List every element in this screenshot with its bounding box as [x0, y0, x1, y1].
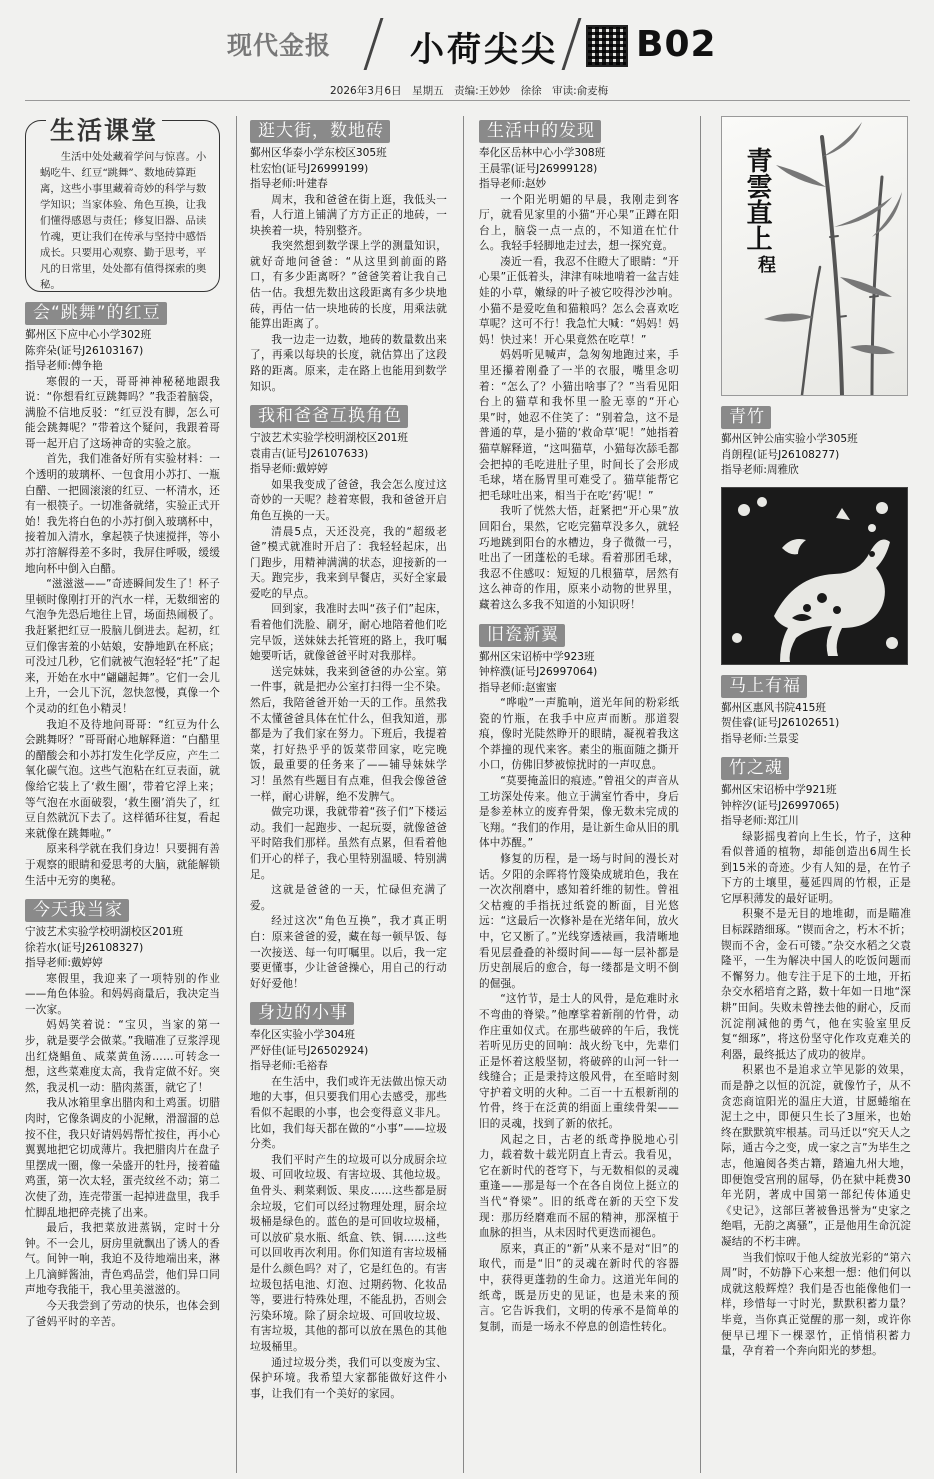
- article-author: 陈弈朵(证号J26103167): [25, 344, 144, 357]
- article-title: 会“跳舞”的红豆: [25, 302, 167, 325]
- article-teacher: 指导老师:傅争艳: [25, 360, 103, 372]
- article-author: 钟梓汐(证号J26997065): [721, 799, 840, 812]
- paragraph: “滋滋滋——”奇迹瞬间发生了！杯子里顿时像刚打开的汽水一样，无数细密的气泡争先恐后地往上冒，场面热闹极了。我赶紧把红豆一股脑儿倒进去。起初，红豆们像害羞的小姑娘，安静地趴在杯底；可没过几秒，它们就被气泡轻轻“托”了起来，开始在水中“翩翩起舞”。它们一会儿上升，一会儿下沉，忽快忽慢，真像一个个灵动的红色小精灵！: [25, 578, 220, 715]
- article-teacher: 指导老师:赵妙: [479, 178, 547, 190]
- article-author: 贺佳睿(证号J26102651): [721, 717, 840, 729]
- qr-code-icon[interactable]: [586, 25, 628, 67]
- article-dancing-beans: [25, 292, 220, 889]
- paragraph: 修复的历程，是一场与时间的漫长对话。夕阳的余晖将竹篾染成琥珀色，我在一次次削磨中，感知着纤维的韧性。曾祖父枯瘦的手指抚过纸瓷的断面，目光悠远：“这最后一次修补是在光绪年间，放火中，它又断了。”光线穿透裱画，我清晰地看见层叠叠的补缀时间——每一层补都是历史剖展后的愈合，每一缕都是文明不倒的倔强。: [479, 852, 679, 990]
- paragraph: 在生活中，我们或许无法做出惊天动地的大事，但只要我们用心去感受，那些看似不起眼的小事，也会变得意义非凡。比如，我们每天都在做的“小事”——垃圾分类。: [250, 1075, 447, 1151]
- article-author: 徐若水(证号J26108327): [25, 941, 144, 954]
- article-teacher: 指导老师:叶建春: [250, 178, 328, 190]
- column-rule: [463, 116, 464, 1473]
- article-author: 袁甫吉(证号J26107633): [250, 447, 369, 460]
- article-teacher: 指导老师:周雅欣: [721, 464, 799, 476]
- article-teacher: 指导老师:赵蜜蜜: [479, 681, 557, 694]
- article-author: 严妤佳(证号J26502924): [250, 1044, 369, 1057]
- calligraphy-signature: 程: [758, 255, 776, 276]
- divider-slash: [562, 18, 582, 70]
- article-title: 我和爸爸互换角色: [250, 405, 408, 428]
- paragraph: 我从冰箱里拿出腊肉和土鸡蛋。切腊肉时，它像条调皮的小泥鳅，滑溜溜的总按不住，我只好请妈妈帮忙按住，再小心翼翼地把它切成薄片。我把腊肉片在盘子里摆成一圈，像一朵盛开的牡丹，接着磕鸡蛋，第一次太轻，蛋壳纹丝不动；第二次使了劲，连壳带蛋一起掉进盘里，我手忙脚乱地把碎壳挑了出来。: [25, 1097, 220, 1219]
- column-4: [721, 116, 911, 1473]
- paragraph: 回到家，我准时去叫“孩子们”起床，看着他们洗脸、刷牙，耐心地陪着他们吃完早饭，送妹妹去托管班的路上，我叮嘱她要听话，就像爸爸平时对我那样。: [250, 603, 447, 663]
- paragraph: 如果我变成了爸爸，我会怎么度过这奇妙的一天呢？趁着寒假，我和爸爸开启角色互换的一天。: [250, 478, 447, 522]
- page-number: B02: [636, 24, 717, 65]
- article-title: 身边的小事: [250, 1002, 354, 1025]
- divider-slash: [364, 18, 384, 70]
- paragraph: “莫要掩盖旧的痕迹。”曾祖父的声音从工坊深处传来。他立于满室竹香中，身后是参差林立的废弃骨架，像无数未完成的飞翔。“我们的作用，是让新生命从旧的肌体中苏醒。”: [479, 775, 679, 850]
- paragraph: 风起之日，古老的纸鸢挣脱地心引力，载着数十载光阴直上青云。我看见，它在新时代的苍穹下，与无数相似的灵魂重逢——那是每一个在各自岗位上挺立的当代“脊梁”。旧的纸鸢在新的天空下发现：那历经磨难而不屈的精神，那深植于血脉的担当，从未因时代更迭而褪色。: [479, 1133, 679, 1240]
- article-teacher: 指导老师:毛裕春: [250, 1060, 328, 1073]
- article-school: 鄞州区宋诏桥中学921班: [721, 784, 837, 796]
- paragraph: 最后，我把菜放进蒸锅，定时十分钟。不一会儿，厨房里就飘出了诱人的香气。间钟一响，我迫不及待地端出来，淋上几滴鲜酱油，青色鸡品尝，他们异口同声地夸我能干，我心里美滋滋的。: [25, 1222, 220, 1297]
- paragraph: 我们平时产生的垃圾可以分成厨余垃圾、可回收垃圾、有害垃圾、其他垃圾。鱼骨头、剩菜剩饭、果皮……这些都是厨余垃圾，它们可以经过物理处理，厨余垃圾桶是绿色的。蓝色的是可回收垃圾桶，可以放矿泉水瓶、纸盒、铁、铜……这些可以回收再次利用。你们知道有害垃圾桶是什么颜色吗？对了，它是红色的。有害垃圾包括电池、灯泡、过期药物、化妆品等，要进行特殊处理，不能乱扔，否则会污染环境。除了厨余垃圾、可回收垃圾、有害垃圾，其他的都可以放在黑色的其他垃圾桶里。: [250, 1153, 447, 1353]
- article-title: 青竹: [721, 406, 771, 429]
- article-old-porcelain: [479, 614, 679, 1336]
- paragraph: 我听了恍然大悟，赶紧把“开心果”放回阳台，果然，它吃完猫草没多久，就轻巧地跳到阳台的水槽边，身子微微一弓，吐出了一团蓬松的毛球。看着那团毛球，我忍不住感叹：短短的几根猫草，居然有这么神奇的作用，原来小动物的世界里，藏着这么多我不知道的小知识呀！: [479, 505, 679, 611]
- paragraph: 这就是爸爸的一天，忙碌但充满了爱。: [250, 884, 447, 912]
- article-title: 竹之魂: [721, 757, 789, 780]
- article-role-swap: [250, 395, 447, 992]
- column-rule: [700, 116, 701, 1473]
- article-today-i-run-home: [25, 889, 220, 1330]
- newspaper-name: 现代金报: [227, 31, 332, 60]
- column-3: [479, 116, 679, 1473]
- article-teacher: 指导老师:戴婷婷: [25, 957, 103, 970]
- horse-papercut: [721, 487, 908, 665]
- article-small-things: [250, 992, 447, 1402]
- article-title: 马上有福: [721, 675, 807, 698]
- paragraph: 凑近一看，我忍不住瞪大了眼睛：“开心果”正低着头，津津有味地啃着一盆吉娃娃的小草，嫩绿的叶子被它咬得沙沙响。小猫不是爱吃鱼和猫粮吗？怎么会喜欢吃草呢？这可不行！我急忙大喊：“妈妈！妈妈！快过来！开心果竟然在吃草！”: [479, 255, 679, 346]
- article-author: 肖朗程(证号J26108277): [721, 448, 840, 461]
- header-rule: [25, 100, 910, 101]
- paragraph: 原来，真正的“新”从来不是对“旧”的取代，而是“旧”的灵魂在新时代的容器中，获得更蓬勃的生命力。这道光年间的纸鸢，既是历史的见证，也是未来的预言。它告诉我们，文明的传承不是简单的复制，而是一场永不停息的创造性转化。: [479, 1242, 679, 1333]
- paragraph: “哗啦”一声脆响，道光年间的粉彩纸瓷的竹瓶，在我手中应声而断。那道裂痕，像时光陡然睁开的眼睛，凝视着我这个莽撞的现代来客。素尘的瓶面随之撕开小口，仿佛旧梦被惊扰时的一声叹息。: [479, 697, 679, 772]
- paragraph: 清晨5点，天还没亮，我的“超级老爸”模式就准时开启了：我轻轻起床，出门跑步，用精神满满的状态，迎接新的一天。跑完步，我来到早餐店，买好全家最爱吃的早点。: [250, 525, 447, 600]
- paragraph: 做完功课，我就带着“孩子们”下楼运动。我们一起跑步、一起玩耍，就像爸爸平时陪我们那样。虽然有点累，但看着他们开心的样子，我心里特别温暖、特别满足。: [250, 806, 447, 881]
- article-teacher: 指导老师:郑江川: [721, 815, 799, 827]
- paragraph: 积聚不是无目的地堆砌，而是瞄准目标踩踏细琢。“锲而舍之，朽木不折；锲而不舍，金石可镂。”杂交水稻之父袁隆平，一生为解决中国人的吃饭问题而不懈努力。他专注于足下的土地，开拓杂交水稻培育之路，数十年如一日地“深耕”田间。失败未曾挫去他的耐心，反而沉淀削减他的勇气，他在实验室里反复“细琢”，将这份坚守化作攻克难关的利器，最终抵达了成功的彼岸。: [721, 908, 911, 1061]
- article-author: 王晨霏(证号J26999128): [479, 162, 598, 175]
- article-school: 鄞州区宋诏桥中学923班: [479, 650, 595, 663]
- article-author: 钟梓濮(证号J26997064): [479, 666, 598, 679]
- article-title: 旧瓷新翼: [479, 624, 565, 647]
- article-school: 奉化区实验小学304班: [250, 1029, 355, 1042]
- paragraph: “这竹节，是士人的风骨，是危难时永不弯曲的脊梁。”他摩挲着新削的竹骨，动作庄重如仪式。在那些破碎的午后，我恍若听见历史的回响：战火纷飞中，先辈们正是怀着这般坚韧，将破碎的山河一针一线缝合；正是秉持这般风骨，在至暗时刻守护着文明的火种。二百一十五根新削的竹骨，终于在泛黄的绢面上重续骨架——旧的灵魂，找到了新的依托。: [479, 993, 679, 1131]
- article-author: 杜宏怡(证号J26999199): [250, 162, 369, 175]
- article-school: 鄞州区钟公庙实验小学305班: [721, 433, 858, 445]
- article-teacher: 指导老师:兰景雯: [721, 732, 799, 745]
- paragraph: 今天我尝到了劳动的快乐，也体会到了爸妈平时的辛苦。: [25, 1300, 220, 1328]
- paragraph: 经过这次“角色互换”，我才真正明白：原来爸爸的爱，藏在每一顿早饭、每一次接送、每一句叮嘱里。以后，我一定要更懂事，少让爸爸操心，用自己的行动好好爱他！: [250, 915, 447, 990]
- paragraph: 通过垃圾分类，我们可以变废为宝、保护环境。我希望大家都能做好这件小事，让我们有一个美好的家园。: [250, 1356, 447, 1400]
- dateline: 2026年3月6日 星期五 责编:王妙妙 徐徐 审读:俞麦梅: [330, 85, 609, 97]
- column-rule: [236, 116, 237, 1473]
- article-school: 鄞州区下应中心小学302班: [25, 329, 152, 341]
- paragraph: 我突然想到数学课上学的测量知识，就好奇地问爸爸：“从这里到前面的路口，有多少距离呀？”爸爸笑着让我自己估一估。我想先数出这段距离有多少块地砖，再估一估一块地砖的长度，用乘法就能算出距离了。: [250, 240, 447, 331]
- paragraph: 原来科学就在我们身边！只要拥有善于观察的眼睛和爱思考的大脑，就能解锁生活中无穷的奥秘。: [25, 843, 220, 887]
- page-header: [0, 0, 934, 97]
- lesson-text: 生活中处处藏着学问与惊喜。小蜗吃牛、红豆“跳舞”、数地砖算距离，这些小事里藏着奇妙的科学与数学知识；当家体验、角色互换，让我们懂得感恩与责任；修复旧器、品读竹魂，更让我们在传承与坚持中感悟成长。只要用心观察、勤于思考，平凡的日常里，处处都有值得探索的奥秘。: [40, 151, 207, 291]
- paragraph: 妈妈听见喊声，急匆匆地跑过来，手里还攥着刚叠了一半的衣服，嘴里念叨着：“怎么了？小猫出啥事了？”当看见阳台上的猫草和我怀里一脸无辜的“开心果”时，她忍不住笑了：“别着急，这不是普通的草，是小猫的‘救命草’呢！”她指着猫草解释道，“这叫猫草，小猫每次舔毛都会把掉的毛吃进肚子里，时间长了会形成毛球，堵在肠胃里可难受了。猫草能帮它把毛球吐出来，相当于在吃‘药’呢！”: [479, 349, 679, 502]
- calligraphy: [742, 147, 776, 281]
- article-school: 奉化区岳林中心小学308班: [479, 147, 606, 159]
- paragraph: 当我们惊叹于他人绽放光彩的“第六周”时，不妨静下心来想一想：他们何以成就这般辉煌？我们是否也能像他们一样，珍惜每一寸时光，默默积蓄力量？毕竟，当你真正觉醒的那一刻，或许你便早已埋下一棵翠竹，正悄悄积蓄力量，孕育着一个奔向阳光的梦想。: [721, 1251, 911, 1358]
- article-school: 鄞州区惠风书院415班: [721, 701, 826, 714]
- column-1: [25, 116, 220, 1473]
- paragraph: 我迫不及待地问哥哥：“红豆为什么会跳舞呀？”哥哥耐心地解释道：“白醋里的醋酸会和小苏打发生化学反应，产生二氧化碳气泡。这些气泡粘在红豆表面，就像给它装上了‘救生圈’，带着它浮上来；等气泡在水面破裂，‘救生圈’消失了，红豆自然就沉下去了。这样循环往复，看起来就像在跳舞啦。”: [25, 718, 220, 840]
- article-title: 生活中的发现: [479, 120, 601, 143]
- article-title: 逛大街，数地砖: [250, 120, 390, 143]
- page-title: 小荷尖尖: [410, 30, 558, 70]
- article-count-tiles: [250, 116, 447, 395]
- paragraph: 寒假的一天，哥哥神神秘秘地跟我说：“你想看红豆跳舞吗？”我歪着脑袋，满脸不信地反驳：“红豆没有脚，怎么可能会跳舞呢？”带着这个疑问，我跟着哥哥一起开启了这场神奇的实验之旅。: [25, 375, 220, 450]
- paragraph: 寒假里，我迎来了一项特别的作业——角色体验。和妈妈商量后，我决定当一次家。: [25, 972, 220, 1016]
- paragraph: 一个阳光明媚的早晨，我刚走到客厅，就看见家里的小猫“开心果”正蹲在阳台上，脑袋一点一点的，不知道在忙什么。我轻手轻脚地走过去，想一探究竟。: [479, 193, 679, 253]
- paragraph: 绿影摇曳着向上生长，竹子，这种看似普通的植物，却能创造出6周生长到15米的奇迹。少有人知的是，在竹子下方的土壤里，蔓延四周的竹根，正是它厚积薄发的最好证明。: [721, 830, 911, 905]
- paragraph: 妈妈笑着说：“宝贝，当家的第一步，就是要学会做菜。”我瞄准了豆浆浮现出红烧鲳鱼、咸菜黄鱼汤……可转念一想，这些菜难度太高，我肯定做不好。突然，我灵机一动：腊肉蒸蛋，就它了！: [25, 1019, 220, 1094]
- paragraph: 周末，我和爸爸在街上逛，我低头一看，人行道上铺满了方方正正的地砖，一块挨着一块，特别整齐。: [250, 193, 447, 237]
- paragraph: 我一边走一边数，地砖的数量数出来了，再乘以每块的长度，就估算出了这段路的距离。原来，走在路上也能用到数学知识。: [250, 333, 447, 393]
- calligraphy-main: 青雲直上: [742, 147, 772, 251]
- paragraph: 送完妹妹，我来到爸爸的办公室。第一件事，就是把办公室打扫得一尘不染。然后，我陪爸爸开始一天的工作。虽然我不太懂爸爸具体在忙什么，但我知道，那都是为了我们家在努力。下班后，我提着菜，打好热乎乎的饭菜带回家，吃完晚饭，最重要的任务来了——辅导妹妹学习！虽然有些题目有点难，但我会像爸爸一样，耐心讲解，绝不发脾气。: [250, 665, 447, 803]
- column-2: [250, 116, 447, 1473]
- article-bamboo-soul: [721, 747, 911, 1360]
- article-school: 宁波艺术实验学校明湖校区201班: [250, 432, 408, 445]
- article-title: 今天我当家: [25, 899, 129, 922]
- bamboo-painting: [721, 116, 908, 396]
- lesson-title: 生活课堂: [46, 111, 162, 147]
- article-school: 宁波艺术实验学校明湖校区201班: [25, 926, 183, 939]
- lesson-box: [25, 116, 220, 292]
- article-life-discovery: [479, 116, 679, 614]
- article-teacher: 指导老师:戴婷婷: [250, 463, 328, 476]
- paragraph: 积累也不是追求立竿见影的效果，而是静之以恒的沉淀，就像竹子，从不贪恋商谊阳光的温庄大道，甘愿蜷缩在泥土之中，即便只生长了3厘米，也始终在默默筑牢根基。司马迁以“究天人之际，通古今之变，成一家之言”为毕生之志，他遍阅各类古籍，踏遍九州大地，即便饱受宫刑的屈辱，仍在狱中耗费30年光阴，著成中国第一部纪传体通史《史记》，这部巨著被鲁迅誉为“史家之绝唱，无韵之离骚”，正是他用生命沉淀凝结的不朽丰碑。: [721, 1064, 911, 1248]
- horse-papercut-drawing: [722, 488, 907, 664]
- paragraph: 首先，我们准备好所有实验材料：一个透明的玻璃杯、一包食用小苏打、一瓶白醋、一把圆滚滚的红豆、一杯清水，还有一根筷子。一切准备就绪，实验正式开始！我先将白色的小苏打倒入玻璃杯中，接着加入清水，拿起筷子快速搅拌，等小苏打溶解得差不多时，我屏住呼吸，缓缓地向杯中倒入白醋。: [25, 453, 220, 575]
- article-school: 鄞州区华泰小学东校区305班: [250, 147, 387, 159]
